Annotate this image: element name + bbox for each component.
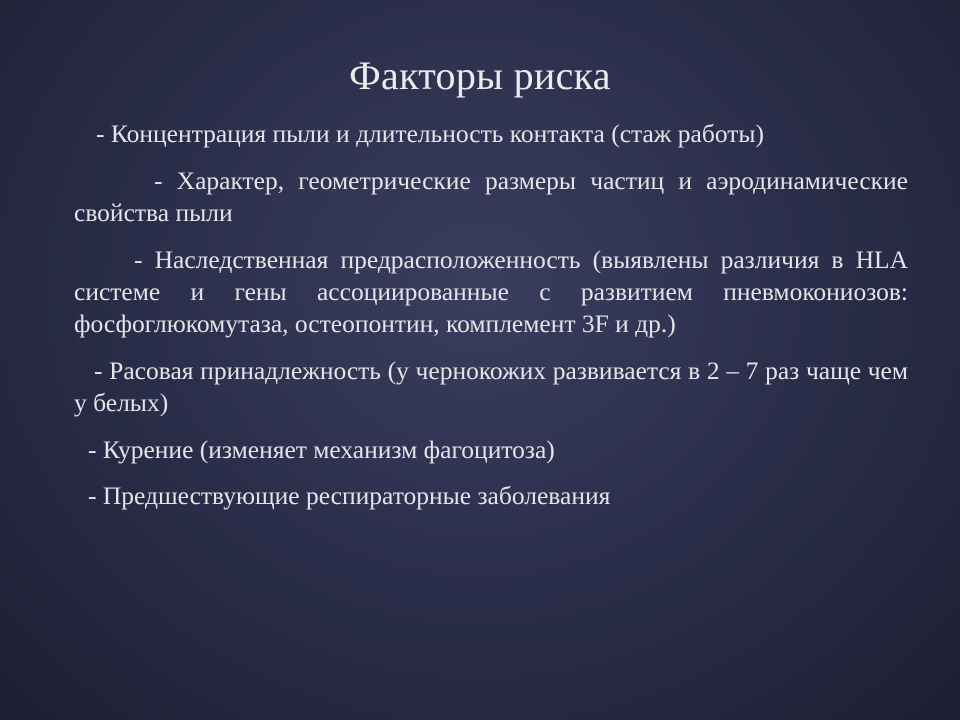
risk-factor-smoking: - Курение (изменяет механизм фагоцитоза) [88,435,555,464]
risk-factor-dust-concentration: - Концентрация пыли и длительность контакта (стаж работы) [96,119,765,148]
risk-factor-race: - Расовая принадлежность (у чернокожих развивается в 2 – 7 раз чаще чем у белых) [74,356,908,417]
risk-factor-respiratory-diseases: - Предшествующие респираторные заболевания [88,481,611,510]
slide-body [74,118,908,512]
slide-title: Факторы риска [349,53,611,98]
risk-factor-heredity: - Наследственная предрасположенность (выявлены различия в HLA системе и гены ассоциированные с развитием пневмокониозов: фосфоглюкомутаза, остеопонтин, комплемент 3F и др.) [74,245,908,338]
risk-factor-particle-properties: - Характер, геометрические размеры частиц и аэродинамические свойства пыли [74,166,908,227]
